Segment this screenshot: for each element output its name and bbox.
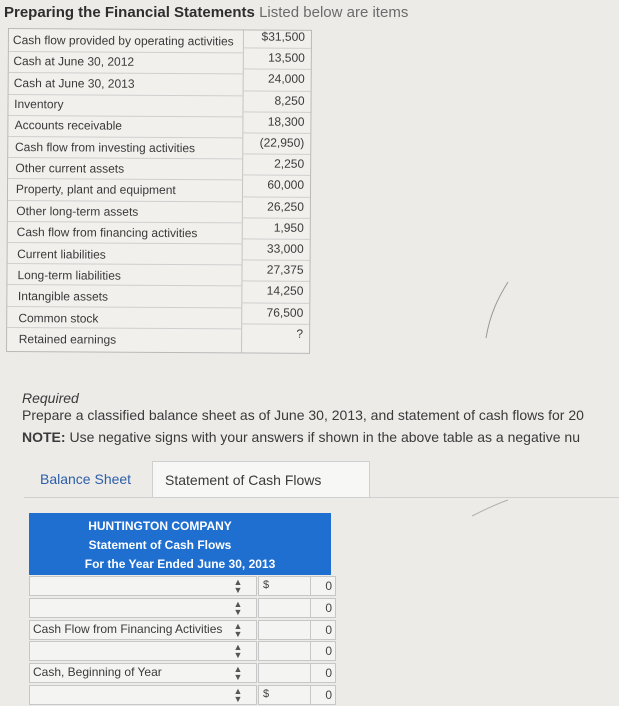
computed-total-cell	[310, 598, 336, 618]
statement-header	[29, 513, 331, 575]
item-value: 60,000	[267, 177, 305, 193]
statement-row	[29, 575, 331, 597]
dollar-sign: $	[263, 579, 270, 591]
item-value: ?	[296, 326, 304, 341]
row-divider	[243, 48, 311, 49]
computed-total-value: 0	[325, 666, 332, 681]
item-value: 8,250	[274, 93, 305, 108]
item-label: Intangible assets	[17, 289, 109, 304]
item-label: Inventory	[14, 97, 64, 112]
computed-total-cell	[310, 685, 336, 705]
row-divider	[241, 302, 309, 303]
item-label: Common stock	[18, 310, 99, 326]
row-divider	[8, 221, 242, 223]
item-labels-column	[7, 29, 244, 352]
row-divider	[242, 260, 310, 261]
page-title-bold: Preparing the Financial Statements	[4, 4, 255, 21]
required-instruction: Prepare a classified balance sheet as of June 30, 2013, and statement of cash flows for 20	[22, 407, 584, 423]
row-divider	[243, 90, 311, 91]
item-label: Cash at June 30, 2012	[13, 54, 135, 70]
page-title	[4, 4, 408, 21]
item-value: 18,300	[267, 114, 305, 129]
statement-tabs	[24, 461, 619, 498]
statement-row	[29, 619, 331, 641]
note-body: Use negative signs with your answers if shown in the above table as a negative nu	[69, 429, 580, 445]
row-divider	[8, 178, 242, 180]
row-divider	[7, 327, 241, 329]
line-item-label: Cash Flow from Financing Activities	[33, 621, 223, 636]
row-divider	[241, 323, 309, 324]
computed-total-cell	[310, 663, 336, 683]
item-value: 1,950	[273, 220, 304, 235]
row-divider	[242, 175, 310, 176]
statement-period: For the Year Ended June 30, 2013	[84, 557, 276, 571]
item-label: Other long-term assets	[16, 203, 139, 219]
item-value: 26,250	[267, 199, 304, 214]
row-divider	[7, 306, 241, 308]
pen-mark	[480, 280, 520, 340]
computed-total-value: 0	[325, 644, 332, 659]
statement-row	[29, 662, 331, 684]
row-divider	[242, 132, 310, 133]
item-value: 27,375	[266, 262, 304, 277]
row-divider	[242, 196, 310, 197]
row-divider	[243, 69, 311, 70]
select-arrows-icon[interactable]: ▲ ▼	[233, 686, 243, 704]
line-item-label: Cash, Beginning of Year	[33, 665, 162, 680]
item-value: 13,500	[268, 50, 305, 66]
item-label: Accounts receivable	[14, 118, 123, 134]
item-value: 76,500	[266, 305, 304, 320]
computed-total-cell	[310, 641, 336, 661]
computed-total-value: 0	[325, 579, 332, 593]
statement-name: Statement of Cash Flows	[88, 538, 232, 552]
item-label: Current liabilities	[17, 246, 106, 262]
computed-total-value: 0	[325, 688, 332, 702]
item-value: $31,500	[261, 29, 305, 44]
row-divider	[242, 217, 310, 218]
row-divider	[242, 238, 310, 239]
note-label: NOTE:	[22, 429, 66, 445]
row-divider	[242, 154, 310, 155]
row-divider	[9, 94, 243, 96]
note-text	[22, 429, 580, 445]
row-divider	[8, 115, 242, 117]
page-title-rest: Listed below are items	[259, 4, 409, 21]
pen-mark	[470, 498, 510, 518]
item-label: Cash flow from financing activities	[16, 225, 198, 241]
company-name: HUNTINGTON COMPANY	[88, 519, 232, 533]
item-label: Other current assets	[15, 161, 125, 176]
row-divider	[7, 284, 241, 286]
row-divider	[242, 111, 310, 112]
item-label: Long-term liabilities	[17, 267, 121, 283]
select-arrows-icon[interactable]: ▲ ▼	[233, 642, 243, 661]
line-item-select[interactable]	[29, 685, 257, 705]
line-item-select[interactable]	[29, 598, 257, 618]
item-label: Cash at June 30, 2013	[13, 75, 135, 91]
computed-total-value: 0	[325, 600, 332, 615]
line-item-select[interactable]	[29, 641, 257, 661]
computed-total-value: 0	[325, 622, 332, 637]
statement-row	[29, 597, 331, 619]
row-divider	[9, 72, 243, 74]
item-label: Cash flow provided by operating activities	[12, 33, 234, 49]
select-arrows-icon[interactable]: ▲ ▼	[233, 577, 243, 595]
item-value: (22,950)	[259, 135, 305, 150]
item-label: Retained earnings	[18, 331, 117, 347]
select-arrows-icon[interactable]: ▲ ▼	[233, 620, 243, 639]
row-divider	[8, 136, 242, 138]
item-value: 2,250	[274, 156, 305, 171]
item-value: 33,000	[266, 241, 304, 256]
financial-items-table	[6, 28, 312, 354]
line-item-select[interactable]	[29, 576, 257, 596]
item-value: 14,250	[266, 283, 304, 299]
item-values-column	[241, 30, 311, 352]
row-divider	[8, 263, 242, 265]
statement-row	[29, 640, 331, 662]
select-arrows-icon[interactable]: ▲ ▼	[233, 664, 243, 683]
tab-balance-sheet[interactable]: Balance Sheet	[40, 471, 132, 487]
tab-statement-of-cash-flows[interactable]: Statement of Cash Flows	[152, 461, 370, 497]
item-label: Property, plant and equipment	[15, 182, 176, 198]
required-heading: Required	[22, 390, 79, 406]
row-divider	[8, 200, 242, 202]
row-divider	[241, 281, 309, 282]
row-divider	[8, 157, 242, 159]
dollar-sign: $	[263, 688, 270, 700]
select-arrows-icon[interactable]: ▲ ▼	[233, 598, 243, 617]
statement-row	[29, 684, 331, 706]
item-label: Cash flow from investing activities	[14, 139, 196, 155]
item-value: 24,000	[267, 71, 305, 87]
computed-total-cell	[310, 576, 336, 596]
row-divider	[8, 242, 242, 244]
computed-total-cell	[310, 620, 336, 640]
row-divider	[9, 51, 243, 53]
